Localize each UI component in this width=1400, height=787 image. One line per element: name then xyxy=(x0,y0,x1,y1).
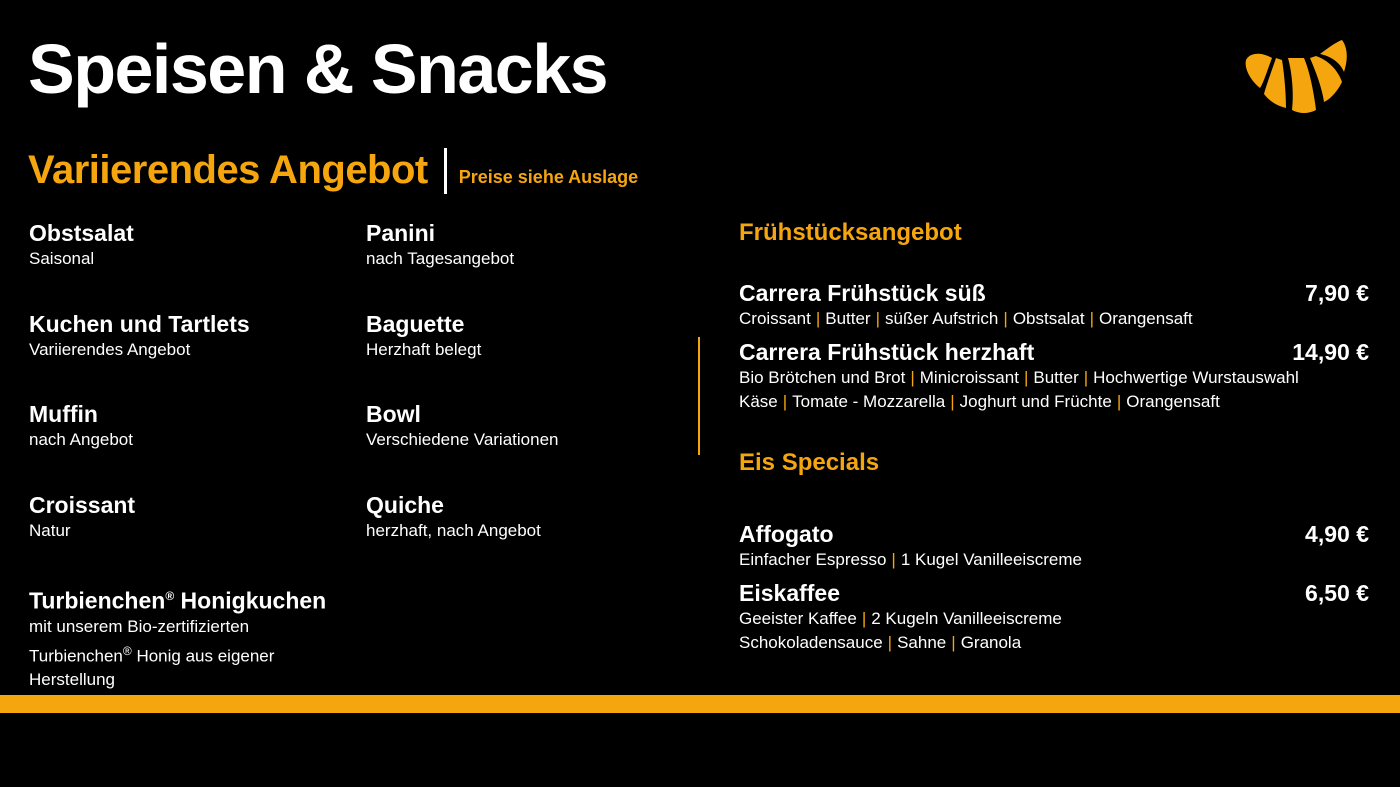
offer-components: Schokoladensauce | Sahne | Granola xyxy=(739,633,1022,652)
offer-components: Bio Brötchen und Brot | Minicroissant | Butter | Hochwertige Wurstauswahl xyxy=(739,368,1299,387)
offer-price: 7,90 € xyxy=(1305,280,1369,306)
item-name: Panini xyxy=(366,220,436,246)
offer-components: Geeister Kaffee | 2 Kugeln Vanilleeiscreme xyxy=(739,609,1062,628)
menu-item xyxy=(366,400,686,452)
offer-price: 6,50 € xyxy=(1305,580,1369,606)
subtitle: Variierendes Angebot xyxy=(28,148,428,192)
item-name: Obstsalat xyxy=(29,220,134,246)
item-name: Baguette xyxy=(366,311,465,337)
item-desc: nach Tagesangebot xyxy=(366,249,515,268)
item-desc: Verschiedene Variationen xyxy=(366,430,559,449)
item-desc: Herstellung xyxy=(29,670,115,690)
price-note: Preise siehe Auslage xyxy=(458,167,639,187)
breakfast-heading: Frühstücksangebot xyxy=(739,219,962,246)
offer-price: 14,90 € xyxy=(1292,339,1369,365)
offer-name: Carrera Frühstück süß xyxy=(739,280,986,306)
offer-name: Eiskaffee xyxy=(739,580,841,606)
item-desc: Natur xyxy=(29,521,71,540)
item-name: Muffin xyxy=(29,401,98,427)
item-desc: Turbienchen® Honig aus eigener xyxy=(29,643,275,666)
item-desc: nach Angebot xyxy=(29,430,133,449)
offer-item xyxy=(739,338,1369,414)
item-desc: Variierendes Angebot xyxy=(29,340,191,359)
croissant-icon xyxy=(1244,38,1348,118)
page-title: Speisen & Snacks xyxy=(28,30,608,108)
item-name: Quiche xyxy=(366,492,444,518)
menu-item xyxy=(29,310,349,362)
menu-item xyxy=(29,400,349,452)
item-desc: Herzhaft belegt xyxy=(366,340,482,359)
item-desc: Saisonal xyxy=(29,249,95,268)
column-divider xyxy=(698,337,700,455)
subtitle-divider xyxy=(444,148,447,194)
menu-item xyxy=(366,310,686,362)
offer-price: 4,90 € xyxy=(1305,521,1369,547)
bottom-accent-bar xyxy=(0,695,1400,713)
offer-name: Affogato xyxy=(739,521,834,547)
item-desc: mit unserem Bio-zertifizierten xyxy=(29,616,250,636)
item-name: Turbienchen® Honigkuchen xyxy=(29,587,327,614)
offer-components: Käse | Tomate - Mozzarella | Joghurt und Früchte | Orangensaft xyxy=(739,392,1220,411)
item-desc: herzhaft, nach Angebot xyxy=(366,521,541,540)
item-name: Croissant xyxy=(29,492,136,518)
menu-item xyxy=(29,491,349,543)
ice-heading: Eis Specials xyxy=(739,449,880,476)
offer-name: Carrera Frühstück herzhaft xyxy=(739,339,1035,365)
offer-components: Einfacher Espresso | 1 Kugel Vanilleeiscreme xyxy=(739,550,1082,569)
subtitle-row xyxy=(28,148,638,194)
menu-item xyxy=(366,219,686,271)
item-name: Bowl xyxy=(366,401,421,427)
offer-item xyxy=(739,520,1369,572)
offer-item xyxy=(739,579,1369,655)
offer-item xyxy=(739,279,1369,331)
item-name: Kuchen und Tartlets xyxy=(29,311,250,337)
offer-components: Croissant | Butter | süßer Aufstrich | Obstsalat | Orangensaft xyxy=(739,309,1193,328)
menu-item xyxy=(29,219,349,271)
menu-item-turbienchen xyxy=(29,582,349,692)
menu-item xyxy=(366,491,686,543)
